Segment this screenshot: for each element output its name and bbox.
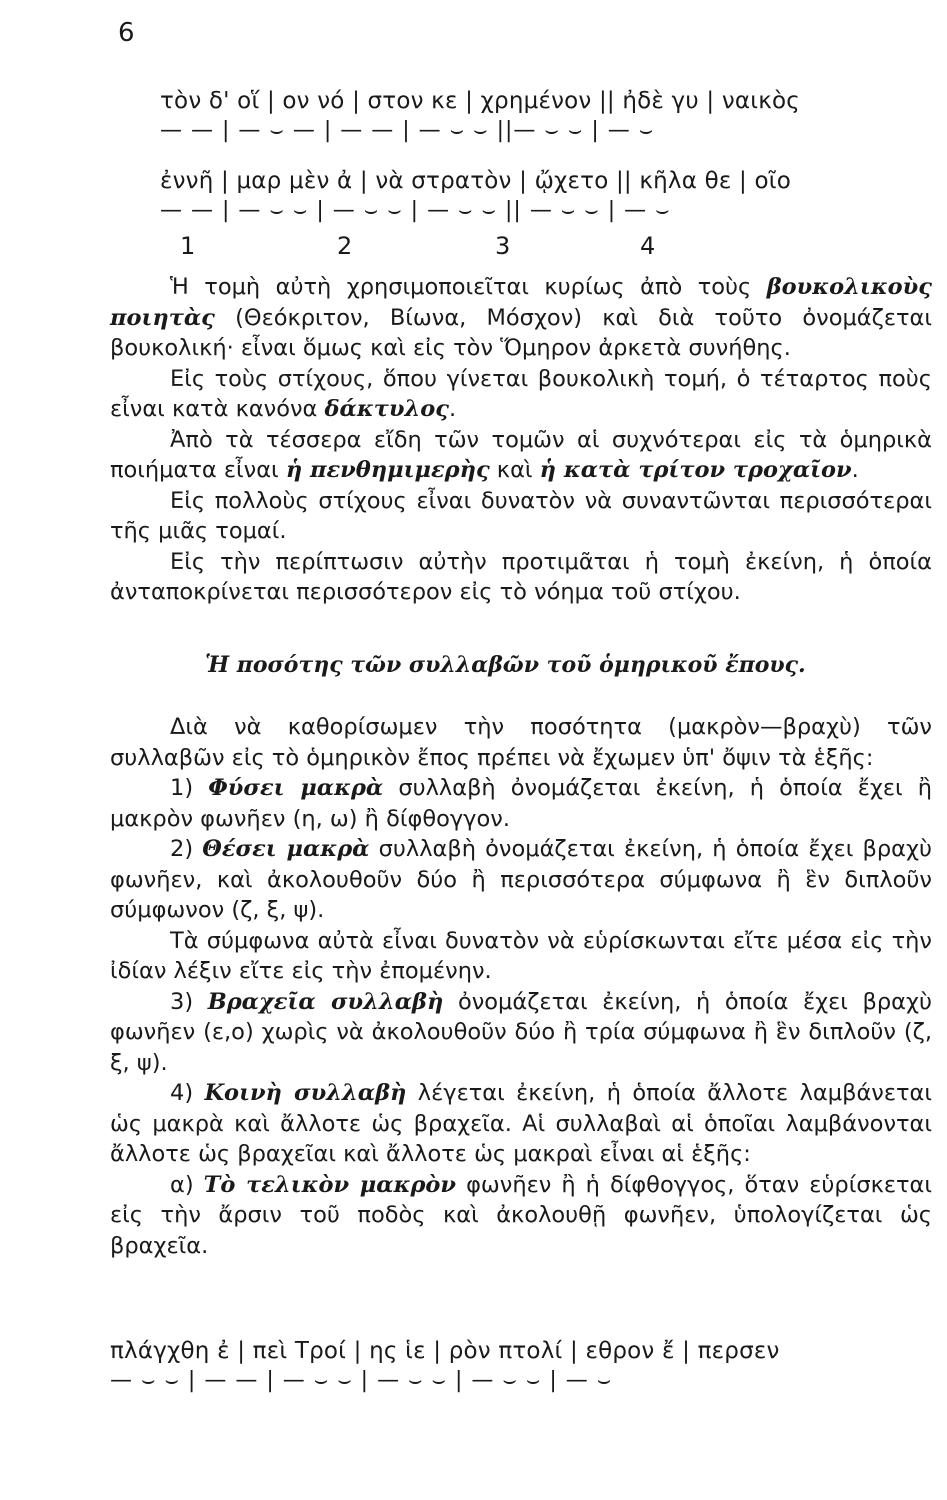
body-paragraphs-lower: [110, 712, 932, 1261]
foot-number: 2: [337, 232, 353, 260]
text: (Θεόκριτον, Βίωνα, Μόσχον) καὶ διὰ τοῦτο ὀνομάζεται βουκολική· εἶναι ὅμως καὶ εἰς τὸν Ὅμηρον ἀρκετὰ συνήθης.: [110, 304, 932, 361]
body-paragraphs-upper: [110, 272, 932, 608]
page-number: 6: [118, 18, 135, 48]
list-number: 2): [170, 836, 203, 862]
text: Ἀπὸ τὰ τέσσερα εἴδη τῶν τομῶν αἱ συχνότεραι εἰς τὰ ὁμηρικὰ ποιήματα εἶναι: [110, 426, 932, 483]
list-number: 3): [170, 988, 208, 1015]
paragraph: Εἰς πολλοὺς στίχους εἶναι δυνατὸν νὰ συναντῶνται περισσότεραι τῆς μιᾶς τομαί.: [110, 487, 932, 544]
list-item: [110, 987, 932, 1079]
scansion-words: ἐννῆ | μαρ μὲν ἀ | νὰ στρατὸν | ᾤχετο || κῆλα θε | οῖο: [160, 168, 792, 194]
list-item: [110, 1078, 932, 1170]
scansion-marks: — ⌣ ⌣ | — — | — ⌣ ⌣ | — ⌣ ⌣ | — ⌣ ⌣ | — ⌣: [110, 1368, 613, 1393]
paragraph: [110, 425, 932, 486]
text: λέγεται ἐκείνη, ἡ ὁποία ἄλλοτε λαμβάνεται ὡς μακρὰ καὶ ἄλλοτε ὡς βραχεῖα. Αἱ συλλαβαὶ αἱ ὁποῖαι λαμβάνονται ἄλλοτε ὡς βραχεῖαι καὶ ἄλλοτε ὡς μακραὶ εἶναι αἱ ἑξῆς:: [110, 1080, 932, 1167]
section-heading: Ἡ ποσότης τῶν συλλαβῶν τοῦ ὁμηρικοῦ ἔπους.: [205, 652, 806, 678]
text: ὀνομάζεται ἐκείνη, ἡ ὁποία ἔχει βραχὺ φωνῆεν (ε,ο) χωρὶς νὰ ἀκολουθοῦν δύο ἢ τρία σύμφωνα ἢ ἓν διπλοῦν (ζ, ξ, ψ).: [110, 988, 932, 1076]
scansion-words: τὸν δ' οἵ | ον νό | στον κε | χρημένον || ἠδὲ γυ | ναικὸς: [160, 88, 800, 114]
emphasis: ἡ κατὰ τρίτον τροχαῖον: [539, 457, 852, 483]
list-item: [110, 1170, 932, 1262]
emphasis: Φύσει μακρὰ: [208, 775, 384, 801]
scansion-line-2: [160, 168, 920, 223]
scansion-line-1: [160, 88, 920, 143]
list-item: [110, 773, 932, 834]
emphasis: Τὸ τελικὸν μακρὸν: [203, 1171, 457, 1198]
emphasis: δάκτυλος: [324, 396, 449, 422]
scansion-line-3: [110, 1338, 870, 1393]
paragraph: Διὰ νὰ καθορίσωμεν τὴν ποσότητα (μακρὸν—βραχὺ) τῶν συλλαβῶν εἰς τὸ ὁμηρικὸν ἔπος πρέπει νὰ ἔχωμεν ὑπ' ὄψιν τὰ ἑξῆς:: [110, 714, 932, 771]
list-number: 4): [170, 1080, 205, 1106]
list-number: 1): [170, 775, 209, 801]
text: .: [851, 457, 859, 483]
text: καὶ: [489, 457, 540, 483]
list-item: [110, 834, 932, 926]
scansion-marks: — — | — ⌣ — | — — | — ⌣ ⌣ ||— ⌣ ⌣ | — ⌣: [160, 118, 655, 143]
list-number: α): [170, 1171, 204, 1198]
text: Εἰς τοὺς στίχους, ὅπου γίνεται βουκολικὴ τομή, ὁ τέταρτος ποὺς εἶναι κατὰ κανόνα: [110, 365, 932, 422]
paragraph: [110, 364, 932, 425]
emphasis: Βραχεῖα συλλαβὴ: [207, 988, 444, 1015]
emphasis: Θέσει μακρὰ: [202, 836, 370, 862]
text: Ἡ τομὴ αὐτὴ χρησιμοποιεῖται κυρίως ἀπὸ τοὺς: [170, 274, 767, 300]
text: .: [448, 396, 457, 422]
foot-number: 1: [180, 232, 196, 260]
text: φωνῆεν ἢ ἡ δίφθογγος, ὅταν εὑρίσκεται εἰς τὴν ἄρσιν τοῦ ποδὸς καὶ ἀκολουθῇ φωνῆεν, ὑπολογίζεται ὡς βραχεῖα.: [110, 1171, 932, 1259]
emphasis: βουκολικοὺς ποιητὰς: [110, 274, 932, 331]
scansion-words: πλάγχθη ἐ | πεὶ Τροί | ης ἱε | ρὸν πτολί | εθρον ἔ | περσεν: [110, 1338, 780, 1364]
paragraph: [110, 272, 932, 364]
foot-number: 4: [640, 232, 656, 260]
scansion-marks: — — | — ⌣ ⌣ | — ⌣ ⌣ | — ⌣ ⌣ || — ⌣ ⌣ | — ⌣: [160, 198, 671, 223]
emphasis: Κοινὴ συλλαβὴ: [204, 1080, 407, 1106]
emphasis: ἡ πενθημιμερὴς: [285, 457, 490, 483]
paragraph: Εἰς τὴν περίπτωσιν αὐτὴν προτιμᾶται ἡ τομὴ ἐκείνη, ἡ ὁποία ἀνταποκρίνεται περισσότερον εἰς τὸ νόημα τοῦ στίχου.: [110, 548, 932, 605]
text: συλλαβὴ ὀνομάζεται ἐκείνη, ἡ ὁποία ἔχει βραχὺ φωνῆεν, καὶ ἀκολουθοῦν δύο ἢ περισσότερα σύμφωνα ἢ ἓν διπλοῦν σύμφωνον (ζ, ξ, ψ).: [110, 836, 932, 923]
paragraph: Τὰ σύμφωνα αὐτὰ εἶναι δυνατὸν νὰ εὑρίσκωνται εἴτε μέσα εἰς τὴν ἰδίαν λέξιν εἴτε εἰς τὴν ἐπομένην.: [110, 927, 932, 984]
text: συλλαβὴ ὀνομάζεται ἐκείνη, ἡ ὁποία ἔχει ἢ μακρὸν φωνῆεν (η, ω) ἢ δίφθογγον.: [110, 775, 932, 832]
foot-number: 3: [495, 232, 511, 260]
